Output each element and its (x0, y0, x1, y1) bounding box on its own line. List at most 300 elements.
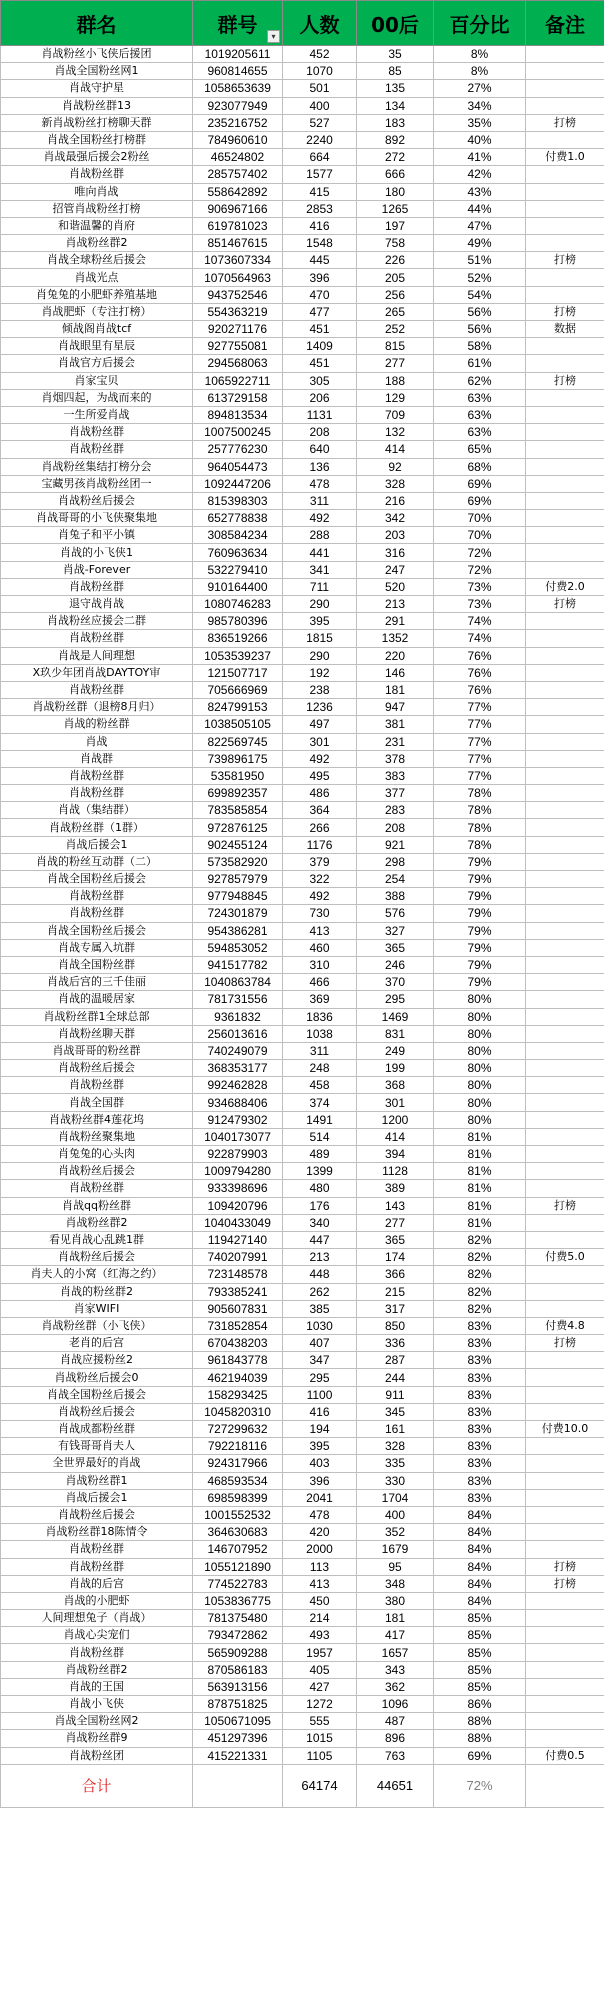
cell-member-count[interactable]: 136 (283, 458, 357, 475)
cell-group-id[interactable]: 368353177 (193, 1060, 283, 1077)
cell-post00[interactable]: 213 (357, 596, 434, 613)
cell-member-count[interactable]: 492 (283, 750, 357, 767)
cell-group-id[interactable]: 558642892 (193, 183, 283, 200)
cell-group-id[interactable]: 739896175 (193, 750, 283, 767)
cell-post00[interactable]: 911 (357, 1386, 434, 1403)
cell-member-count[interactable]: 420 (283, 1524, 357, 1541)
cell-group-id[interactable]: 727299632 (193, 1421, 283, 1438)
cell-note[interactable] (526, 647, 604, 664)
cell-note[interactable] (526, 785, 604, 802)
cell-group-id[interactable]: 920271176 (193, 321, 283, 338)
cell-member-count[interactable]: 452 (283, 46, 357, 63)
cell-group-name[interactable]: 肖战哥哥的小飞侠聚集地 (1, 510, 193, 527)
cell-member-count[interactable]: 262 (283, 1283, 357, 1300)
cell-post00[interactable]: 1657 (357, 1644, 434, 1661)
cell-note[interactable] (526, 46, 604, 63)
cell-member-count[interactable]: 214 (283, 1610, 357, 1627)
cell-member-count[interactable]: 1100 (283, 1386, 357, 1403)
cell-group-id[interactable]: 670438203 (193, 1335, 283, 1352)
cell-post00[interactable]: 520 (357, 578, 434, 595)
cell-group-id[interactable]: 824799153 (193, 699, 283, 716)
cell-group-id[interactable]: 451297396 (193, 1730, 283, 1747)
cell-group-name[interactable]: 肖战心尖宠们 (1, 1627, 193, 1644)
cell-note[interactable] (526, 733, 604, 750)
cell-group-id[interactable]: 1053836775 (193, 1592, 283, 1609)
cell-post00[interactable]: 380 (357, 1592, 434, 1609)
cell-member-count[interactable]: 322 (283, 871, 357, 888)
header-member-count[interactable]: 人数 (283, 1, 357, 46)
cell-post00[interactable]: 381 (357, 716, 434, 733)
cell-group-id[interactable]: 565909288 (193, 1644, 283, 1661)
cell-post00[interactable]: 666 (357, 166, 434, 183)
cell-note[interactable] (526, 97, 604, 114)
cell-group-id[interactable]: 109420796 (193, 1197, 283, 1214)
cell-note[interactable] (526, 1352, 604, 1369)
cell-group-name[interactable]: 肖战粉丝应援会二群 (1, 613, 193, 630)
cell-post00[interactable]: 330 (357, 1472, 434, 1489)
cell-note[interactable] (526, 1506, 604, 1523)
cell-group-name[interactable]: 肖战粉丝群1全球总部 (1, 1008, 193, 1025)
cell-percentage[interactable]: 70% (434, 510, 526, 527)
cell-note[interactable] (526, 871, 604, 888)
cell-group-id[interactable]: 985780396 (193, 613, 283, 630)
cell-percentage[interactable]: 83% (434, 1317, 526, 1334)
cell-group-name[interactable]: 肖战的粉丝互动群（二） (1, 853, 193, 870)
cell-percentage[interactable]: 80% (434, 1060, 526, 1077)
cell-group-name[interactable]: 肖战全国粉丝后援会 (1, 871, 193, 888)
cell-member-count[interactable]: 486 (283, 785, 357, 802)
cell-percentage[interactable]: 82% (434, 1231, 526, 1248)
cell-group-name[interactable]: 肖战全国粉丝打榜群 (1, 131, 193, 148)
header-group-id[interactable] (193, 1, 283, 46)
cell-group-name[interactable]: 肖烟四起，为战而来的 (1, 389, 193, 406)
cell-group-name[interactable]: 肖家宝贝 (1, 372, 193, 389)
cell-percentage[interactable]: 77% (434, 733, 526, 750)
cell-group-id[interactable]: 285757402 (193, 166, 283, 183)
cell-group-id[interactable]: 933398696 (193, 1180, 283, 1197)
cell-member-count[interactable]: 1836 (283, 1008, 357, 1025)
cell-post00[interactable]: 365 (357, 1231, 434, 1248)
cell-group-id[interactable]: 235216752 (193, 114, 283, 131)
cell-post00[interactable]: 265 (357, 303, 434, 320)
cell-group-name[interactable]: 肖战官方后援会 (1, 355, 193, 372)
cell-group-id[interactable]: 870586183 (193, 1661, 283, 1678)
header-group-name[interactable]: 群名 (1, 1, 193, 46)
cell-group-name[interactable]: 肖兔兔的心头肉 (1, 1146, 193, 1163)
header-note[interactable]: 备注 (526, 1, 604, 46)
cell-percentage[interactable]: 83% (434, 1472, 526, 1489)
cell-percentage[interactable]: 81% (434, 1146, 526, 1163)
cell-note[interactable] (526, 389, 604, 406)
cell-group-id[interactable]: 943752546 (193, 286, 283, 303)
cell-member-count[interactable]: 305 (283, 372, 357, 389)
cell-percentage[interactable]: 63% (434, 406, 526, 423)
cell-member-count[interactable]: 407 (283, 1335, 357, 1352)
cell-group-name[interactable]: 有钱哥哥肖夫人 (1, 1438, 193, 1455)
cell-group-name[interactable]: 肖战qq粉丝群 (1, 1197, 193, 1214)
cell-post00[interactable]: 1679 (357, 1541, 434, 1558)
cell-percentage[interactable]: 80% (434, 1077, 526, 1094)
cell-group-name[interactable]: 肖战粉丝后援会 (1, 1506, 193, 1523)
cell-percentage[interactable]: 86% (434, 1696, 526, 1713)
cell-post00[interactable]: 277 (357, 1214, 434, 1231)
cell-group-id[interactable]: 1055121890 (193, 1558, 283, 1575)
cell-percentage[interactable]: 77% (434, 750, 526, 767)
cell-percentage[interactable]: 79% (434, 939, 526, 956)
cell-percentage[interactable]: 79% (434, 888, 526, 905)
cell-post00[interactable]: 348 (357, 1575, 434, 1592)
cell-group-id[interactable]: 793385241 (193, 1283, 283, 1300)
cell-group-id[interactable]: 308584234 (193, 527, 283, 544)
cell-post00[interactable]: 417 (357, 1627, 434, 1644)
cell-member-count[interactable]: 290 (283, 647, 357, 664)
cell-group-name[interactable]: 肖战眼里有星辰 (1, 338, 193, 355)
cell-group-name[interactable]: 肖战守护星 (1, 80, 193, 97)
cell-group-name[interactable]: 肖战粉丝聚集地 (1, 1128, 193, 1145)
cell-member-count[interactable]: 447 (283, 1231, 357, 1248)
cell-percentage[interactable]: 63% (434, 389, 526, 406)
cell-post00[interactable]: 181 (357, 1610, 434, 1627)
cell-note[interactable] (526, 664, 604, 681)
cell-percentage[interactable]: 40% (434, 131, 526, 148)
cell-percentage[interactable]: 72% (434, 544, 526, 561)
cell-member-count[interactable]: 1105 (283, 1747, 357, 1764)
cell-percentage[interactable]: 79% (434, 956, 526, 973)
total-label[interactable]: 合计 (1, 1764, 193, 1807)
cell-note[interactable] (526, 1094, 604, 1111)
cell-note[interactable] (526, 286, 604, 303)
cell-group-id[interactable]: 815398303 (193, 492, 283, 509)
cell-group-id[interactable]: 740249079 (193, 1042, 283, 1059)
header-percentage[interactable]: 百分比 (434, 1, 526, 46)
cell-percentage[interactable]: 83% (434, 1386, 526, 1403)
cell-member-count[interactable]: 1409 (283, 338, 357, 355)
cell-member-count[interactable]: 480 (283, 1180, 357, 1197)
cell-group-name[interactable]: 退守战肖战 (1, 596, 193, 613)
cell-member-count[interactable]: 1030 (283, 1317, 357, 1334)
cell-percentage[interactable]: 82% (434, 1249, 526, 1266)
cell-note[interactable]: 数据 (526, 321, 604, 338)
cell-member-count[interactable]: 489 (283, 1146, 357, 1163)
cell-post00[interactable]: 343 (357, 1661, 434, 1678)
cell-group-id[interactable]: 46524802 (193, 149, 283, 166)
cell-member-count[interactable]: 2240 (283, 131, 357, 148)
cell-note[interactable] (526, 681, 604, 698)
cell-member-count[interactable]: 288 (283, 527, 357, 544)
cell-group-id[interactable]: 1092447206 (193, 475, 283, 492)
cell-group-id[interactable]: 613729158 (193, 389, 283, 406)
cell-post00[interactable]: 277 (357, 355, 434, 372)
cell-post00[interactable]: 188 (357, 372, 434, 389)
cell-note[interactable] (526, 1541, 604, 1558)
cell-group-id[interactable]: 619781023 (193, 217, 283, 234)
cell-group-name[interactable]: 肖战粉丝群9 (1, 1730, 193, 1747)
cell-post00[interactable]: 365 (357, 939, 434, 956)
cell-post00[interactable]: 301 (357, 1094, 434, 1111)
cell-group-name[interactable]: 肖战粉丝群2 (1, 1661, 193, 1678)
cell-post00[interactable]: 394 (357, 1146, 434, 1163)
cell-post00[interactable]: 143 (357, 1197, 434, 1214)
cell-note[interactable]: 打榜 (526, 114, 604, 131)
cell-group-id[interactable]: 573582920 (193, 853, 283, 870)
cell-percentage[interactable]: 49% (434, 235, 526, 252)
cell-note[interactable] (526, 1128, 604, 1145)
cell-group-name[interactable]: 肖战哥哥的粉丝群 (1, 1042, 193, 1059)
cell-group-name[interactable]: 肖战的小飞侠1 (1, 544, 193, 561)
cell-member-count[interactable]: 340 (283, 1214, 357, 1231)
cell-note[interactable]: 付费10.0 (526, 1421, 604, 1438)
cell-member-count[interactable]: 497 (283, 716, 357, 733)
cell-percentage[interactable]: 63% (434, 424, 526, 441)
cell-member-count[interactable]: 413 (283, 922, 357, 939)
cell-percentage[interactable]: 80% (434, 1094, 526, 1111)
cell-percentage[interactable]: 88% (434, 1713, 526, 1730)
cell-percentage[interactable]: 81% (434, 1128, 526, 1145)
cell-post00[interactable]: 1200 (357, 1111, 434, 1128)
cell-group-id[interactable]: 415221331 (193, 1747, 283, 1764)
cell-note[interactable] (526, 716, 604, 733)
cell-note[interactable] (526, 1163, 604, 1180)
cell-post00[interactable]: 487 (357, 1713, 434, 1730)
cell-group-id[interactable]: 836519266 (193, 630, 283, 647)
cell-member-count[interactable]: 1176 (283, 836, 357, 853)
cell-note[interactable] (526, 338, 604, 355)
cell-note[interactable] (526, 1077, 604, 1094)
cell-post00[interactable]: 220 (357, 647, 434, 664)
cell-note[interactable]: 打榜 (526, 1575, 604, 1592)
cell-percentage[interactable]: 73% (434, 578, 526, 595)
cell-post00[interactable]: 272 (357, 149, 434, 166)
cell-post00[interactable]: 208 (357, 819, 434, 836)
cell-group-id[interactable]: 910164400 (193, 578, 283, 595)
cell-member-count[interactable]: 514 (283, 1128, 357, 1145)
cell-note[interactable] (526, 1438, 604, 1455)
cell-percentage[interactable]: 84% (434, 1558, 526, 1575)
cell-member-count[interactable]: 495 (283, 767, 357, 784)
cell-note[interactable] (526, 1627, 604, 1644)
cell-group-id[interactable]: 1053539237 (193, 647, 283, 664)
cell-post00[interactable]: 831 (357, 1025, 434, 1042)
cell-post00[interactable]: 763 (357, 1747, 434, 1764)
cell-member-count[interactable]: 1815 (283, 630, 357, 647)
cell-note[interactable] (526, 1025, 604, 1042)
cell-group-name[interactable]: 肖战粉丝小飞侠后援团 (1, 46, 193, 63)
cell-post00[interactable]: 92 (357, 458, 434, 475)
cell-percentage[interactable]: 83% (434, 1455, 526, 1472)
cell-note[interactable] (526, 1610, 604, 1627)
cell-group-id[interactable]: 924317966 (193, 1455, 283, 1472)
cell-percentage[interactable]: 83% (434, 1403, 526, 1420)
cell-group-id[interactable]: 1040433049 (193, 1214, 283, 1231)
cell-post00[interactable]: 328 (357, 475, 434, 492)
cell-post00[interactable]: 215 (357, 1283, 434, 1300)
cell-member-count[interactable]: 395 (283, 613, 357, 630)
cell-group-id[interactable]: 257776230 (193, 441, 283, 458)
cell-group-id[interactable]: 851467615 (193, 235, 283, 252)
cell-member-count[interactable]: 416 (283, 1403, 357, 1420)
cell-percentage[interactable]: 70% (434, 527, 526, 544)
cell-group-name[interactable]: 人间理想兔子（肖战） (1, 1610, 193, 1627)
cell-percentage[interactable]: 77% (434, 767, 526, 784)
cell-note[interactable]: 打榜 (526, 1558, 604, 1575)
cell-member-count[interactable]: 1038 (283, 1025, 357, 1042)
cell-note[interactable] (526, 1042, 604, 1059)
cell-group-name[interactable]: 肖战粉丝后援会 (1, 492, 193, 509)
cell-group-name[interactable]: 招管肖战粉丝打榜 (1, 200, 193, 217)
cell-member-count[interactable]: 379 (283, 853, 357, 870)
cell-group-id[interactable]: 941517782 (193, 956, 283, 973)
cell-percentage[interactable]: 84% (434, 1524, 526, 1541)
cell-note[interactable] (526, 630, 604, 647)
cell-percentage[interactable]: 79% (434, 853, 526, 870)
cell-member-count[interactable]: 427 (283, 1678, 357, 1695)
cell-group-id[interactable]: 698598399 (193, 1489, 283, 1506)
cell-group-name[interactable]: 肖战粉丝后援会 (1, 1249, 193, 1266)
cell-note[interactable] (526, 510, 604, 527)
cell-percentage[interactable]: 76% (434, 664, 526, 681)
cell-post00[interactable]: 183 (357, 114, 434, 131)
cell-group-name[interactable]: 肖战粉丝群（小飞侠） (1, 1317, 193, 1334)
cell-member-count[interactable]: 450 (283, 1592, 357, 1609)
cell-post00[interactable]: 298 (357, 853, 434, 870)
cell-percentage[interactable]: 78% (434, 819, 526, 836)
cell-group-id[interactable]: 927857979 (193, 871, 283, 888)
cell-group-name[interactable]: 肖战粉丝群（1群） (1, 819, 193, 836)
cell-group-id[interactable]: 705666969 (193, 681, 283, 698)
cell-group-id[interactable]: 364630683 (193, 1524, 283, 1541)
cell-percentage[interactable]: 80% (434, 1042, 526, 1059)
cell-member-count[interactable]: 238 (283, 681, 357, 698)
cell-note[interactable]: 打榜 (526, 1335, 604, 1352)
cell-percentage[interactable]: 85% (434, 1610, 526, 1627)
cell-member-count[interactable]: 492 (283, 510, 357, 527)
cell-group-name[interactable]: 肖战粉丝群 (1, 905, 193, 922)
cell-note[interactable] (526, 699, 604, 716)
cell-note[interactable] (526, 1455, 604, 1472)
cell-note[interactable] (526, 888, 604, 905)
cell-post00[interactable]: 135 (357, 80, 434, 97)
cell-group-name[interactable]: 肖战粉丝群2 (1, 235, 193, 252)
cell-post00[interactable]: 377 (357, 785, 434, 802)
cell-note[interactable] (526, 80, 604, 97)
cell-post00[interactable]: 389 (357, 1180, 434, 1197)
cell-percentage[interactable]: 85% (434, 1627, 526, 1644)
cell-member-count[interactable]: 347 (283, 1352, 357, 1369)
cell-group-id[interactable]: 554363219 (193, 303, 283, 320)
cell-percentage[interactable]: 83% (434, 1438, 526, 1455)
cell-group-id[interactable]: 731852854 (193, 1317, 283, 1334)
cell-group-id[interactable]: 792218116 (193, 1438, 283, 1455)
cell-member-count[interactable]: 301 (283, 733, 357, 750)
cell-group-name[interactable]: 肖战粉丝群 (1, 681, 193, 698)
cell-group-name[interactable]: 肖战（集结群） (1, 802, 193, 819)
cell-group-name[interactable]: 肖战的小肥虾 (1, 1592, 193, 1609)
cell-percentage[interactable]: 79% (434, 922, 526, 939)
cell-group-name[interactable]: 肖战小飞侠 (1, 1696, 193, 1713)
cell-group-id[interactable]: 923077949 (193, 97, 283, 114)
cell-member-count[interactable]: 466 (283, 974, 357, 991)
cell-percentage[interactable]: 78% (434, 802, 526, 819)
cell-member-count[interactable]: 413 (283, 1575, 357, 1592)
cell-post00[interactable]: 205 (357, 269, 434, 286)
cell-percentage[interactable]: 79% (434, 974, 526, 991)
cell-post00[interactable]: 892 (357, 131, 434, 148)
cell-post00[interactable]: 336 (357, 1335, 434, 1352)
cell-post00[interactable]: 345 (357, 1403, 434, 1420)
cell-member-count[interactable]: 1131 (283, 406, 357, 423)
cell-member-count[interactable]: 2000 (283, 1541, 357, 1558)
cell-note[interactable] (526, 905, 604, 922)
cell-group-id[interactable]: 1019205611 (193, 46, 283, 63)
cell-member-count[interactable]: 248 (283, 1060, 357, 1077)
cell-percentage[interactable]: 79% (434, 871, 526, 888)
cell-percentage[interactable]: 56% (434, 303, 526, 320)
cell-group-id[interactable]: 878751825 (193, 1696, 283, 1713)
cell-group-name[interactable]: 肖战粉丝后援会0 (1, 1369, 193, 1386)
cell-note[interactable] (526, 1060, 604, 1077)
cell-group-id[interactable]: 960814655 (193, 63, 283, 80)
cell-note[interactable] (526, 475, 604, 492)
cell-percentage[interactable]: 69% (434, 492, 526, 509)
cell-percentage[interactable]: 81% (434, 1197, 526, 1214)
cell-member-count[interactable]: 477 (283, 303, 357, 320)
cell-post00[interactable]: 283 (357, 802, 434, 819)
cell-percentage[interactable]: 85% (434, 1678, 526, 1695)
cell-percentage[interactable]: 78% (434, 785, 526, 802)
cell-percentage[interactable]: 62% (434, 372, 526, 389)
cell-post00[interactable]: 231 (357, 733, 434, 750)
cell-post00[interactable]: 256 (357, 286, 434, 303)
cell-group-name[interactable]: 肖战粉丝群 (1, 1180, 193, 1197)
cell-post00[interactable]: 146 (357, 664, 434, 681)
cell-group-name[interactable]: 肖战粉丝群1 (1, 1472, 193, 1489)
cell-note[interactable] (526, 1403, 604, 1420)
cell-note[interactable] (526, 1386, 604, 1403)
cell-note[interactable]: 付费2.0 (526, 578, 604, 595)
cell-note[interactable] (526, 1008, 604, 1025)
cell-post00[interactable]: 370 (357, 974, 434, 991)
cell-note[interactable] (526, 1472, 604, 1489)
cell-note[interactable] (526, 269, 604, 286)
cell-group-id[interactable]: 1070564963 (193, 269, 283, 286)
cell-group-name[interactable]: 肖战的温暖居家 (1, 991, 193, 1008)
cell-group-name[interactable]: 肖战的粉丝群 (1, 716, 193, 733)
cell-percentage[interactable]: 85% (434, 1661, 526, 1678)
cell-percentage[interactable]: 84% (434, 1541, 526, 1558)
cell-post00[interactable]: 316 (357, 544, 434, 561)
cell-group-name[interactable]: 肖夫人的小窝（红海之约） (1, 1266, 193, 1283)
cell-group-id[interactable]: 462194039 (193, 1369, 283, 1386)
cell-group-name[interactable]: X玖少年团肖战DAYTOY审 (1, 664, 193, 681)
cell-member-count[interactable]: 266 (283, 819, 357, 836)
cell-note[interactable] (526, 200, 604, 217)
cell-percentage[interactable]: 69% (434, 1747, 526, 1764)
cell-percentage[interactable]: 82% (434, 1283, 526, 1300)
cell-group-name[interactable]: 肖战后援会1 (1, 1489, 193, 1506)
cell-note[interactable] (526, 235, 604, 252)
cell-note[interactable] (526, 974, 604, 991)
cell-note[interactable] (526, 956, 604, 973)
cell-post00[interactable]: 129 (357, 389, 434, 406)
cell-note[interactable] (526, 1180, 604, 1197)
cell-group-name[interactable]: 肖战最强后援会2粉丝 (1, 149, 193, 166)
cell-percentage[interactable]: 52% (434, 269, 526, 286)
cell-percentage[interactable]: 47% (434, 217, 526, 234)
cell-note[interactable] (526, 853, 604, 870)
cell-note[interactable] (526, 355, 604, 372)
cell-post00[interactable]: 335 (357, 1455, 434, 1472)
cell-member-count[interactable]: 290 (283, 596, 357, 613)
